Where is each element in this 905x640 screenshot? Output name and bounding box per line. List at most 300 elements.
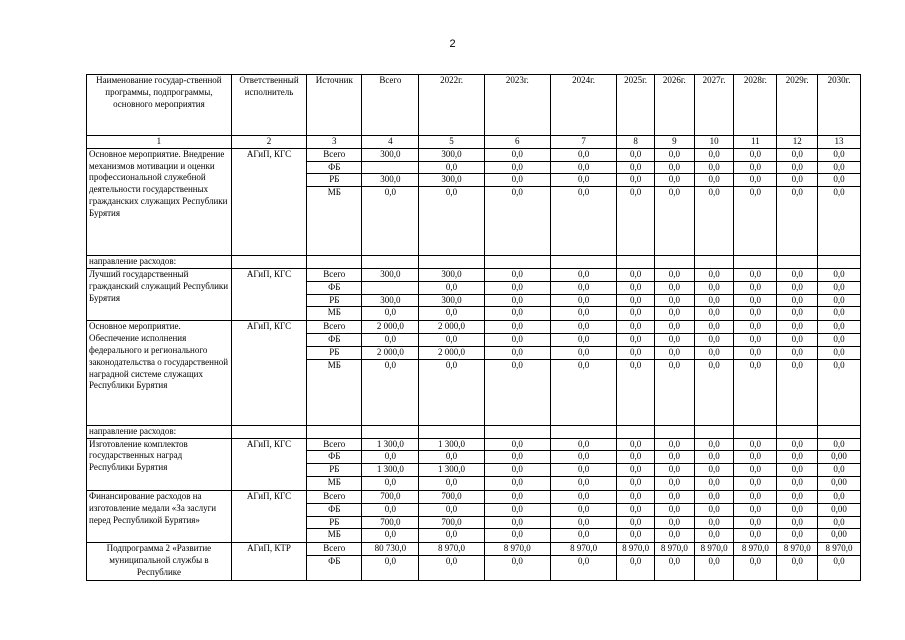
funding-source: ФБ <box>307 556 362 581</box>
amount-cell: 0,0 <box>818 464 861 477</box>
amount-cell: 0,0 <box>617 464 655 477</box>
amount-cell: 0,0 <box>777 321 818 334</box>
amount-cell: 0,0 <box>550 490 616 503</box>
amount-cell: 0,0 <box>777 307 818 321</box>
amount-cell: 1 300,0 <box>362 438 419 451</box>
amount-cell: 0,0 <box>694 516 734 529</box>
amount-cell: 0,0 <box>734 148 777 161</box>
amount-cell: 0,0 <box>617 529 655 543</box>
empty-cell <box>550 425 616 438</box>
amount-cell: 0,0 <box>484 148 550 161</box>
amount-cell: 0,0 <box>550 294 616 307</box>
funding-source: ФБ <box>307 334 362 347</box>
amount-cell: 0,0 <box>654 294 694 307</box>
amount-cell: 0,0 <box>654 438 694 451</box>
amount-cell: 0,0 <box>617 294 655 307</box>
amount-cell: 0,0 <box>694 503 734 516</box>
col-header: 2023г. <box>484 75 550 136</box>
expense-direction-row <box>87 256 861 269</box>
amount-cell: 0,0 <box>484 490 550 503</box>
col-header: 2025г. <box>617 75 655 136</box>
amount-cell: 0,0 <box>617 438 655 451</box>
amount-cell: 0,0 <box>818 359 861 425</box>
amount-cell: 0,0 <box>419 334 484 347</box>
empty-cell <box>484 256 550 269</box>
responsible-executor: АГиП, КГС <box>231 268 306 320</box>
amount-cell: 0,0 <box>734 321 777 334</box>
empty-cell <box>419 425 484 438</box>
amount-cell: 0,0 <box>654 346 694 359</box>
amount-cell: 2 000,0 <box>419 346 484 359</box>
amount-cell: 0,0 <box>362 503 419 516</box>
amount-cell: 0,0 <box>550 451 616 464</box>
amount-cell: 0,0 <box>734 346 777 359</box>
amount-cell: 0,0 <box>654 321 694 334</box>
amount-cell: 0,0 <box>484 503 550 516</box>
amount-cell: 0,0 <box>694 148 734 161</box>
measure-name: Подпрограмма 2 «Развитие муниципальной службы в Республике <box>87 543 232 581</box>
amount-cell: 0,0 <box>550 529 616 543</box>
empty-cell <box>694 425 734 438</box>
empty-cell <box>777 256 818 269</box>
funding-source: Всего <box>307 543 362 556</box>
amount-cell: 0,0 <box>550 464 616 477</box>
amount-cell: 1 300,0 <box>419 438 484 451</box>
amount-cell: 0,0 <box>617 268 655 281</box>
funding-source: Всего <box>307 321 362 334</box>
table-row <box>87 148 861 161</box>
amount-cell: 0,0 <box>818 321 861 334</box>
column-number: 7 <box>550 136 616 149</box>
amount-cell: 0,0 <box>777 334 818 347</box>
table-row <box>87 490 861 503</box>
amount-cell: 0,0 <box>694 451 734 464</box>
amount-cell: 0,0 <box>818 174 861 187</box>
amount-cell: 0,0 <box>550 148 616 161</box>
empty-cell <box>307 256 362 269</box>
amount-cell: 300,0 <box>419 148 484 161</box>
amount-cell: 0,0 <box>777 464 818 477</box>
amount-cell: 0,0 <box>550 321 616 334</box>
amount-cell: 0,0 <box>419 307 484 321</box>
amount-cell: 0,0 <box>654 451 694 464</box>
empty-cell <box>734 256 777 269</box>
amount-cell: 300,0 <box>419 268 484 281</box>
amount-cell: 0,0 <box>654 359 694 425</box>
amount-cell: 0,0 <box>550 161 616 174</box>
amount-cell: 0,0 <box>484 464 550 477</box>
amount-cell: 300,0 <box>362 294 419 307</box>
amount-cell: 0,0 <box>617 321 655 334</box>
amount-cell: 2 000,0 <box>362 346 419 359</box>
amount-cell: 0,0 <box>484 529 550 543</box>
responsible-executor: АГиП, КГС <box>231 490 306 542</box>
amount-cell: 0,0 <box>734 294 777 307</box>
amount-cell: 0,00 <box>818 451 861 464</box>
budget-table <box>86 74 861 581</box>
amount-cell: 0,0 <box>777 346 818 359</box>
amount-cell: 8 970,0 <box>777 543 818 556</box>
amount-cell: 0,0 <box>550 503 616 516</box>
amount-cell: 0,0 <box>550 476 616 490</box>
amount-cell: 0,0 <box>419 451 484 464</box>
expense-direction-row <box>87 425 861 438</box>
amount-cell: 0,0 <box>362 307 419 321</box>
amount-cell: 0,0 <box>777 187 818 256</box>
amount-cell: 0,0 <box>654 268 694 281</box>
amount-cell: 0,0 <box>818 161 861 174</box>
empty-cell <box>694 256 734 269</box>
amount-cell: 0,0 <box>694 321 734 334</box>
col-header: 2028г. <box>734 75 777 136</box>
amount-cell: 0,0 <box>654 174 694 187</box>
amount-cell: 0,0 <box>550 556 616 581</box>
amount-cell: 0,0 <box>694 556 734 581</box>
amount-cell: 0,0 <box>419 281 484 294</box>
column-number: 2 <box>231 136 306 149</box>
col-header: Ответственный исполнитель <box>231 75 306 136</box>
page-number: 2 <box>449 38 456 50</box>
amount-cell: 0,0 <box>654 187 694 256</box>
amount-cell: 0,0 <box>419 529 484 543</box>
funding-source: ФБ <box>307 503 362 516</box>
amount-cell: 0,0 <box>617 476 655 490</box>
amount-cell: 0,0 <box>484 321 550 334</box>
amount-cell: 0,0 <box>362 187 419 256</box>
funding-source: МБ <box>307 187 362 256</box>
amount-cell: 0,0 <box>362 476 419 490</box>
amount-cell: 0,0 <box>484 307 550 321</box>
empty-cell <box>654 425 694 438</box>
amount-cell: 0,0 <box>777 503 818 516</box>
empty-cell <box>550 256 616 269</box>
funding-source: МБ <box>307 476 362 490</box>
amount-cell <box>362 281 419 294</box>
amount-cell: 0,0 <box>777 174 818 187</box>
amount-cell: 0,0 <box>419 187 484 256</box>
measure-name: Финансирование расходов на изготовление медали «За заслуги перед Республикой Бурятия» <box>87 490 232 542</box>
amount-cell: 300,0 <box>362 174 419 187</box>
measure-name: Основное мероприятие. Обеспечение исполнения федерального и регионального законодательства о государственной наградной системе служащих Республики Бурятия <box>87 321 232 425</box>
amount-cell: 700,0 <box>419 516 484 529</box>
amount-cell: 0,0 <box>550 516 616 529</box>
amount-cell: 300,0 <box>362 268 419 281</box>
amount-cell: 0,0 <box>362 334 419 347</box>
amount-cell: 0,0 <box>734 529 777 543</box>
amount-cell: 0,0 <box>419 161 484 174</box>
amount-cell: 0,0 <box>694 464 734 477</box>
funding-source: Всего <box>307 148 362 161</box>
expense-direction-label: направление расходов: <box>87 425 232 438</box>
amount-cell: 0,0 <box>694 359 734 425</box>
amount-cell: 0,0 <box>694 161 734 174</box>
amount-cell: 0,0 <box>818 148 861 161</box>
funding-source: РБ <box>307 294 362 307</box>
funding-source: РБ <box>307 464 362 477</box>
amount-cell: 0,0 <box>484 281 550 294</box>
amount-cell: 0,0 <box>362 556 419 581</box>
col-header: Всего <box>362 75 419 136</box>
amount-cell: 8 970,0 <box>654 543 694 556</box>
funding-source: РБ <box>307 516 362 529</box>
table-row <box>87 268 861 281</box>
amount-cell: 0,0 <box>734 464 777 477</box>
amount-cell: 0,0 <box>419 503 484 516</box>
amount-cell: 0,0 <box>818 438 861 451</box>
empty-cell <box>362 256 419 269</box>
header-row <box>87 75 861 136</box>
empty-cell <box>734 425 777 438</box>
amount-cell: 1 300,0 <box>419 464 484 477</box>
amount-cell: 0,0 <box>362 529 419 543</box>
amount-cell: 2 000,0 <box>362 321 419 334</box>
amount-cell: 0,0 <box>617 359 655 425</box>
empty-cell <box>231 256 306 269</box>
amount-cell: 0,0 <box>777 148 818 161</box>
amount-cell: 0,0 <box>550 334 616 347</box>
column-number: 6 <box>484 136 550 149</box>
amount-cell: 0,0 <box>818 490 861 503</box>
amount-cell: 0,0 <box>484 294 550 307</box>
column-number: 13 <box>818 136 861 149</box>
amount-cell: 300,0 <box>419 294 484 307</box>
funding-source: МБ <box>307 359 362 425</box>
amount-cell: 0,0 <box>654 556 694 581</box>
amount-cell: 0,0 <box>734 516 777 529</box>
amount-cell: 0,0 <box>694 281 734 294</box>
empty-cell <box>307 425 362 438</box>
amount-cell: 0,0 <box>419 476 484 490</box>
amount-cell: 8 970,0 <box>419 543 484 556</box>
funding-source: МБ <box>307 529 362 543</box>
empty-cell <box>484 425 550 438</box>
col-header: 2026г. <box>654 75 694 136</box>
amount-cell: 0,0 <box>484 359 550 425</box>
empty-cell <box>654 256 694 269</box>
expense-direction-label: направление расходов: <box>87 256 232 269</box>
amount-cell: 0,0 <box>734 334 777 347</box>
amount-cell: 0,0 <box>484 334 550 347</box>
amount-cell: 0,0 <box>617 307 655 321</box>
amount-cell: 0,0 <box>734 476 777 490</box>
amount-cell: 0,0 <box>484 556 550 581</box>
amount-cell: 0,0 <box>484 161 550 174</box>
amount-cell: 0,0 <box>694 476 734 490</box>
amount-cell: 0,0 <box>818 294 861 307</box>
amount-cell: 8 970,0 <box>818 543 861 556</box>
column-number: 9 <box>654 136 694 149</box>
measure-name: Лучший государственный гражданский служащий Республики Бурятия <box>87 268 232 320</box>
amount-cell: 0,0 <box>734 174 777 187</box>
amount-cell: 0,0 <box>484 451 550 464</box>
amount-cell: 0,0 <box>484 516 550 529</box>
amount-cell: 0,0 <box>694 334 734 347</box>
amount-cell: 0,0 <box>617 346 655 359</box>
amount-cell: 0,0 <box>777 281 818 294</box>
amount-cell: 0,0 <box>777 294 818 307</box>
amount-cell: 0,0 <box>617 148 655 161</box>
column-number: 5 <box>419 136 484 149</box>
column-number: 10 <box>694 136 734 149</box>
funding-source: МБ <box>307 307 362 321</box>
amount-cell: 0,0 <box>734 161 777 174</box>
amount-cell: 0,0 <box>654 334 694 347</box>
amount-cell: 2 000,0 <box>419 321 484 334</box>
amount-cell: 0,0 <box>654 148 694 161</box>
amount-cell: 0,0 <box>484 476 550 490</box>
amount-cell: 0,0 <box>734 281 777 294</box>
amount-cell: 0,0 <box>617 187 655 256</box>
amount-cell: 0,0 <box>777 529 818 543</box>
col-header: Наименование государ-ственной программы, подпрограммы, основного мероприятия <box>87 75 232 136</box>
amount-cell: 0,0 <box>654 516 694 529</box>
amount-cell: 0,0 <box>550 346 616 359</box>
column-number: 8 <box>617 136 655 149</box>
amount-cell: 0,0 <box>694 174 734 187</box>
amount-cell: 0,0 <box>694 346 734 359</box>
amount-cell: 0,0 <box>818 187 861 256</box>
amount-cell: 0,0 <box>734 359 777 425</box>
col-header: 2024г. <box>550 75 616 136</box>
amount-cell: 0,0 <box>818 268 861 281</box>
responsible-executor: АГиП, КТР <box>231 543 306 581</box>
amount-cell: 0,0 <box>694 268 734 281</box>
amount-cell: 8 970,0 <box>617 543 655 556</box>
amount-cell: 8 970,0 <box>734 543 777 556</box>
amount-cell: 0,0 <box>654 490 694 503</box>
responsible-executor: АГиП, КГС <box>231 321 306 425</box>
amount-cell: 0,0 <box>654 464 694 477</box>
column-number-row <box>87 136 861 149</box>
amount-cell: 80 730,0 <box>362 543 419 556</box>
amount-cell: 700,0 <box>362 516 419 529</box>
amount-cell: 0,0 <box>484 346 550 359</box>
amount-cell: 0,0 <box>617 451 655 464</box>
measure-name: Основное мероприятие. Внедрение механизмов мотивации и оценки профессиональной служебной деятельности государственных гражданских служащих Республики Бурятия <box>87 148 232 255</box>
amount-cell: 0,0 <box>734 503 777 516</box>
empty-cell <box>818 256 861 269</box>
amount-cell: 0,0 <box>734 187 777 256</box>
amount-cell: 0,0 <box>777 359 818 425</box>
amount-cell: 0,0 <box>694 294 734 307</box>
amount-cell: 300,0 <box>362 148 419 161</box>
amount-cell: 0,0 <box>818 334 861 347</box>
amount-cell: 0,0 <box>654 503 694 516</box>
amount-cell: 0,0 <box>777 161 818 174</box>
column-number: 12 <box>777 136 818 149</box>
funding-source: Всего <box>307 438 362 451</box>
amount-cell: 0,0 <box>694 187 734 256</box>
amount-cell: 8 970,0 <box>694 543 734 556</box>
amount-cell: 0,0 <box>734 556 777 581</box>
funding-source: РБ <box>307 174 362 187</box>
col-header: Источник <box>307 75 362 136</box>
amount-cell: 0,0 <box>617 334 655 347</box>
amount-cell: 0,00 <box>818 529 861 543</box>
amount-cell: 0,0 <box>694 307 734 321</box>
amount-cell: 0,0 <box>654 529 694 543</box>
column-number: 1 <box>87 136 232 149</box>
amount-cell <box>362 161 419 174</box>
amount-cell: 0,0 <box>484 268 550 281</box>
amount-cell: 0,0 <box>734 307 777 321</box>
amount-cell: 0,0 <box>550 281 616 294</box>
amount-cell: 0,0 <box>818 281 861 294</box>
amount-cell: 0,0 <box>484 187 550 256</box>
amount-cell: 700,0 <box>419 490 484 503</box>
amount-cell: 300,0 <box>419 174 484 187</box>
amount-cell: 0,0 <box>419 556 484 581</box>
col-header: 2030г. <box>818 75 861 136</box>
amount-cell: 0,0 <box>734 490 777 503</box>
amount-cell: 0,0 <box>484 438 550 451</box>
amount-cell: 700,0 <box>362 490 419 503</box>
amount-cell: 0,0 <box>654 161 694 174</box>
empty-cell <box>362 425 419 438</box>
amount-cell: 0,0 <box>694 438 734 451</box>
amount-cell: 0,0 <box>777 438 818 451</box>
column-number: 11 <box>734 136 777 149</box>
table-row <box>87 321 861 334</box>
amount-cell: 0,0 <box>734 268 777 281</box>
amount-cell: 0,0 <box>362 451 419 464</box>
empty-cell <box>231 425 306 438</box>
amount-cell: 0,0 <box>654 281 694 294</box>
col-header: 2027г. <box>694 75 734 136</box>
amount-cell: 0,0 <box>777 451 818 464</box>
amount-cell: 0,0 <box>777 268 818 281</box>
amount-cell: 0,0 <box>617 281 655 294</box>
amount-cell: 0,0 <box>777 476 818 490</box>
amount-cell: 0,0 <box>550 438 616 451</box>
amount-cell: 0,0 <box>777 556 818 581</box>
amount-cell: 0,0 <box>818 346 861 359</box>
column-number: 3 <box>307 136 362 149</box>
funding-source: ФБ <box>307 161 362 174</box>
amount-cell: 0,0 <box>550 187 616 256</box>
col-header: 2029г. <box>777 75 818 136</box>
amount-cell: 0,0 <box>777 490 818 503</box>
amount-cell: 0,0 <box>617 516 655 529</box>
empty-cell <box>617 425 655 438</box>
amount-cell: 0,0 <box>734 438 777 451</box>
amount-cell: 0,0 <box>818 556 861 581</box>
funding-source: ФБ <box>307 281 362 294</box>
measure-name: Изготовление комплектов государственных наград Республики Бурятия <box>87 438 232 490</box>
amount-cell: 0,0 <box>617 490 655 503</box>
amount-cell: 0,0 <box>362 359 419 425</box>
empty-cell <box>818 425 861 438</box>
amount-cell: 0,0 <box>818 307 861 321</box>
column-number: 4 <box>362 136 419 149</box>
funding-source: Всего <box>307 490 362 503</box>
empty-cell <box>777 425 818 438</box>
amount-cell: 0,0 <box>654 307 694 321</box>
amount-cell: 0,0 <box>550 307 616 321</box>
amount-cell: 0,0 <box>550 359 616 425</box>
amount-cell: 0,0 <box>484 174 550 187</box>
amount-cell: 0,0 <box>617 174 655 187</box>
amount-cell: 0,0 <box>694 490 734 503</box>
amount-cell: 0,0 <box>617 556 655 581</box>
funding-source: РБ <box>307 346 362 359</box>
amount-cell: 1 300,0 <box>362 464 419 477</box>
amount-cell: 0,0 <box>419 359 484 425</box>
table-row <box>87 543 861 556</box>
amount-cell: 0,0 <box>734 451 777 464</box>
responsible-executor: АГиП, КГС <box>231 438 306 490</box>
amount-cell: 0,0 <box>654 476 694 490</box>
